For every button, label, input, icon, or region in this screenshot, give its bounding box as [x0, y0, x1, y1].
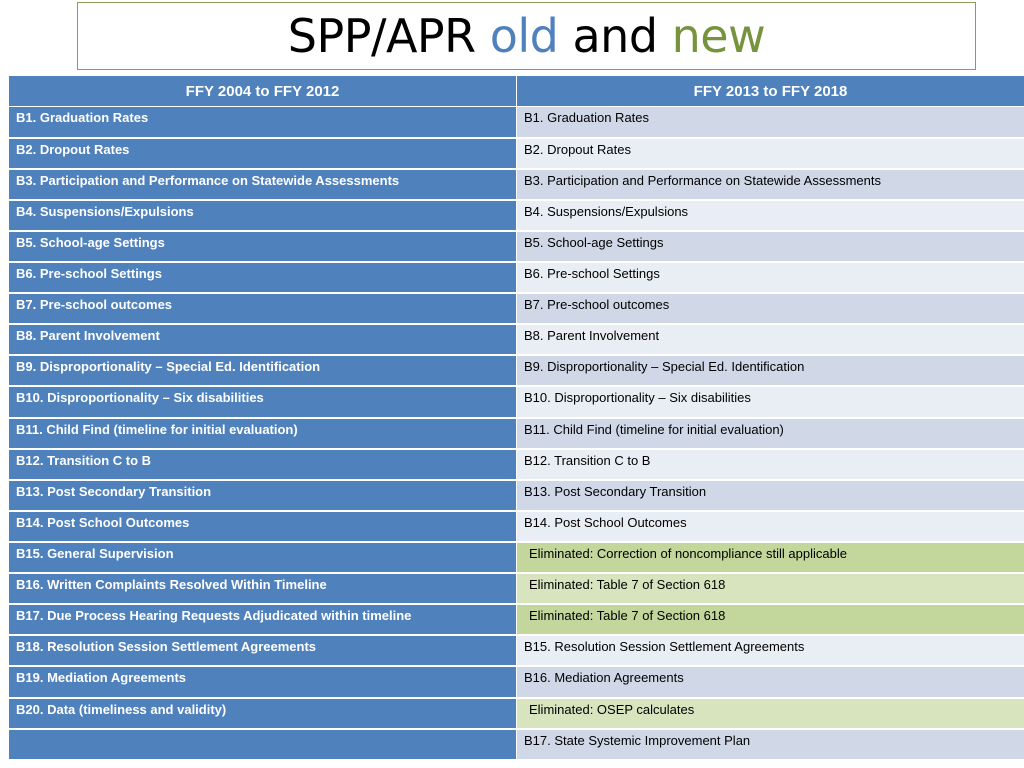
header-old-period: FFY 2004 to FFY 2012: [9, 76, 517, 107]
table-row: [9, 418, 1024, 449]
old-indicator-cell: B12. Transition C to B: [9, 449, 517, 480]
table-row: [9, 293, 1024, 324]
old-indicator-cell: B1. Graduation Rates: [9, 107, 517, 138]
old-indicator-cell: [9, 729, 517, 760]
table-row: [9, 511, 1024, 542]
old-indicator-cell: B13. Post Secondary Transition: [9, 480, 517, 511]
table-row: [9, 480, 1024, 511]
table-row: [9, 107, 1024, 138]
eliminated-indicator-cell: Eliminated: OSEP calculates: [517, 698, 1024, 729]
new-indicator-cell: B14. Post School Outcomes: [517, 511, 1024, 542]
table-row: [9, 200, 1024, 231]
new-indicator-cell: B1. Graduation Rates: [517, 107, 1024, 138]
table-row: [9, 231, 1024, 262]
new-indicator-cell: B2. Dropout Rates: [517, 138, 1024, 169]
eliminated-indicator-cell: Eliminated: Correction of noncompliance still applicable: [517, 542, 1024, 573]
table-row: [9, 698, 1024, 729]
eliminated-indicator-cell: Eliminated: Table 7 of Section 618: [517, 604, 1024, 635]
old-indicator-cell: B2. Dropout Rates: [9, 138, 517, 169]
comparison-table: [8, 75, 1024, 761]
new-indicator-cell: B15. Resolution Session Settlement Agreements: [517, 635, 1024, 666]
new-indicator-cell: B16. Mediation Agreements: [517, 666, 1024, 697]
title-new-word: new: [671, 9, 766, 63]
title-old-word: old: [489, 9, 559, 63]
header-new-period: FFY 2013 to FFY 2018: [517, 76, 1024, 107]
new-indicator-cell: B10. Disproportionality – Six disabilities: [517, 386, 1024, 417]
table-header-row: [9, 76, 1024, 107]
old-indicator-cell: B5. School-age Settings: [9, 231, 517, 262]
table-row: [9, 635, 1024, 666]
new-indicator-cell: B9. Disproportionality – Special Ed. Identification: [517, 355, 1024, 386]
table-row: [9, 386, 1024, 417]
title-part-1: SPP/APR: [287, 9, 490, 63]
old-indicator-cell: B19. Mediation Agreements: [9, 666, 517, 697]
old-indicator-cell: B9. Disproportionality – Special Ed. Identification: [9, 355, 517, 386]
title-part-3: and: [558, 9, 672, 63]
table-row: [9, 355, 1024, 386]
table-row: [9, 604, 1024, 635]
table-row: [9, 666, 1024, 697]
new-indicator-cell: B8. Parent Involvement: [517, 324, 1024, 355]
old-indicator-cell: B18. Resolution Session Settlement Agreements: [9, 635, 517, 666]
old-indicator-cell: B7. Pre-school outcomes: [9, 293, 517, 324]
old-indicator-cell: B6. Pre-school Settings: [9, 262, 517, 293]
new-indicator-cell: B11. Child Find (timeline for initial evaluation): [517, 418, 1024, 449]
table-row: [9, 169, 1024, 200]
new-indicator-cell: B12. Transition C to B: [517, 449, 1024, 480]
old-indicator-cell: B17. Due Process Hearing Requests Adjudicated within timeline: [9, 604, 517, 635]
new-indicator-cell: B5. School-age Settings: [517, 231, 1024, 262]
old-indicator-cell: B20. Data (timeliness and validity): [9, 698, 517, 729]
new-indicator-cell: B13. Post Secondary Transition: [517, 480, 1024, 511]
table-row: [9, 542, 1024, 573]
new-indicator-cell: B3. Participation and Performance on Statewide Assessments: [517, 169, 1024, 200]
new-indicator-cell: B7. Pre-school outcomes: [517, 293, 1024, 324]
table-row: [9, 324, 1024, 355]
slide-title: [77, 2, 976, 70]
old-indicator-cell: B16. Written Complaints Resolved Within Timeline: [9, 573, 517, 604]
old-indicator-cell: B10. Disproportionality – Six disabilities: [9, 386, 517, 417]
old-indicator-cell: B14. Post School Outcomes: [9, 511, 517, 542]
old-indicator-cell: B11. Child Find (timeline for initial evaluation): [9, 418, 517, 449]
old-indicator-cell: B15. General Supervision: [9, 542, 517, 573]
new-indicator-cell: B4. Suspensions/Expulsions: [517, 200, 1024, 231]
old-indicator-cell: B4. Suspensions/Expulsions: [9, 200, 517, 231]
new-indicator-cell: B6. Pre-school Settings: [517, 262, 1024, 293]
table-row: [9, 138, 1024, 169]
eliminated-indicator-cell: Eliminated: Table 7 of Section 618: [517, 573, 1024, 604]
old-indicator-cell: B8. Parent Involvement: [9, 324, 517, 355]
table-row: [9, 729, 1024, 760]
table-row: [9, 449, 1024, 480]
table-row: [9, 262, 1024, 293]
old-indicator-cell: B3. Participation and Performance on Statewide Assessments: [9, 169, 517, 200]
new-indicator-cell: B17. State Systemic Improvement Plan: [517, 729, 1024, 760]
table-body: [9, 107, 1024, 761]
table-row: [9, 573, 1024, 604]
